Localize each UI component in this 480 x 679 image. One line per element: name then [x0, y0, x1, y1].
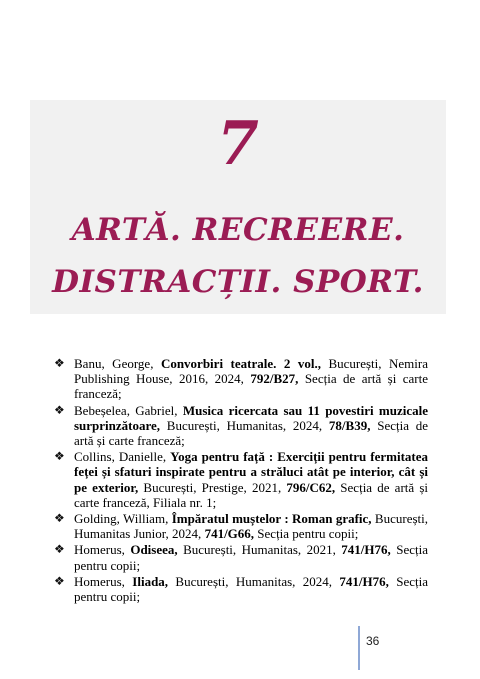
entry-author: Bebeșelea, Gabriel, [74, 402, 183, 418]
bibliography-entry [54, 356, 428, 402]
diamond-bullet-icon: ❖ [54, 402, 65, 417]
diamond-bullet-icon: ❖ [54, 356, 65, 370]
entry-call-number: 741/H76, [341, 542, 391, 558]
entry-author: Homerus, [74, 542, 131, 558]
entry-title: Împăratul muștelor : Roman grafic, [171, 511, 372, 527]
entry-call-number: 741/H76, [339, 573, 389, 589]
bibliography-entry [54, 511, 428, 541]
bibliography-list [54, 356, 428, 605]
entry-author: Homerus, [74, 573, 133, 589]
bibliography-entry [54, 542, 428, 572]
entry-section: Secția de artă și carte franceză; [74, 371, 429, 402]
chapter-title-line-1: ARTĂ. RECREERE. [71, 212, 405, 248]
entry-author: Banu, George, [74, 356, 161, 371]
entry-title: Musica ricercata sau 11 povestiri muzicale surprinzătoare, [74, 402, 428, 433]
entry-section: Secția de artă și carte franceză, Filiala nr. 1; [74, 479, 428, 510]
bibliography-entry [54, 403, 428, 449]
entry-title: Yoga pentru față : Exerciții pentru fermitatea feței și sfaturi inspirate pentru a străluci atât pe interior, cât și pe exterior, [74, 449, 428, 495]
diamond-bullet-icon: ❖ [54, 573, 65, 588]
chapter-number: 7 [217, 109, 259, 179]
entry-details: București, Nemira Publishing House, 2016, 2024, [74, 356, 428, 387]
chapter-title [30, 204, 446, 308]
entry-call-number: 792/B27, [250, 371, 299, 387]
entry-author: Golding, William, [74, 511, 172, 527]
diamond-bullet-icon: ❖ [54, 511, 65, 526]
entry-details: București, Prestige, 2021, [138, 479, 287, 495]
diamond-bullet-icon: ❖ [54, 449, 65, 464]
page-number-rule [358, 626, 360, 670]
entry-details: București, Humanitas Junior, 2024, [74, 511, 428, 542]
entry-call-number: 796/C62, [286, 479, 336, 495]
chapter-title-line-2: DISTRACȚII. SPORT. [52, 264, 424, 300]
entry-call-number: 741/G66, [204, 526, 255, 542]
page-number: 36 [366, 634, 380, 648]
bibliography-entry [54, 449, 428, 510]
entry-author: Collins, Danielle, [74, 449, 171, 465]
chapter-header [30, 100, 446, 314]
entry-title: Odiseea, [130, 542, 178, 558]
entry-details: București, Humanitas, 2024, [168, 573, 340, 589]
entry-title: Iliada, [132, 573, 169, 589]
entry-section: Secția pentru copii; [254, 526, 359, 542]
bibliography-entry [54, 574, 428, 604]
entry-call-number: 78/B39, [328, 417, 371, 433]
entry-section: Secția pentru copii; [74, 573, 428, 605]
entry-title: Convorbiri teatrale. 2 vol., [160, 356, 321, 371]
entry-section: Secția pentru copii; [74, 542, 428, 573]
entry-details: București, Humanitas, 2024, [160, 417, 329, 433]
entry-section: Secția de artă și carte franceză; [74, 417, 428, 449]
diamond-bullet-icon: ❖ [54, 542, 65, 557]
entry-details: București, Humanitas, 2021, [177, 542, 342, 558]
